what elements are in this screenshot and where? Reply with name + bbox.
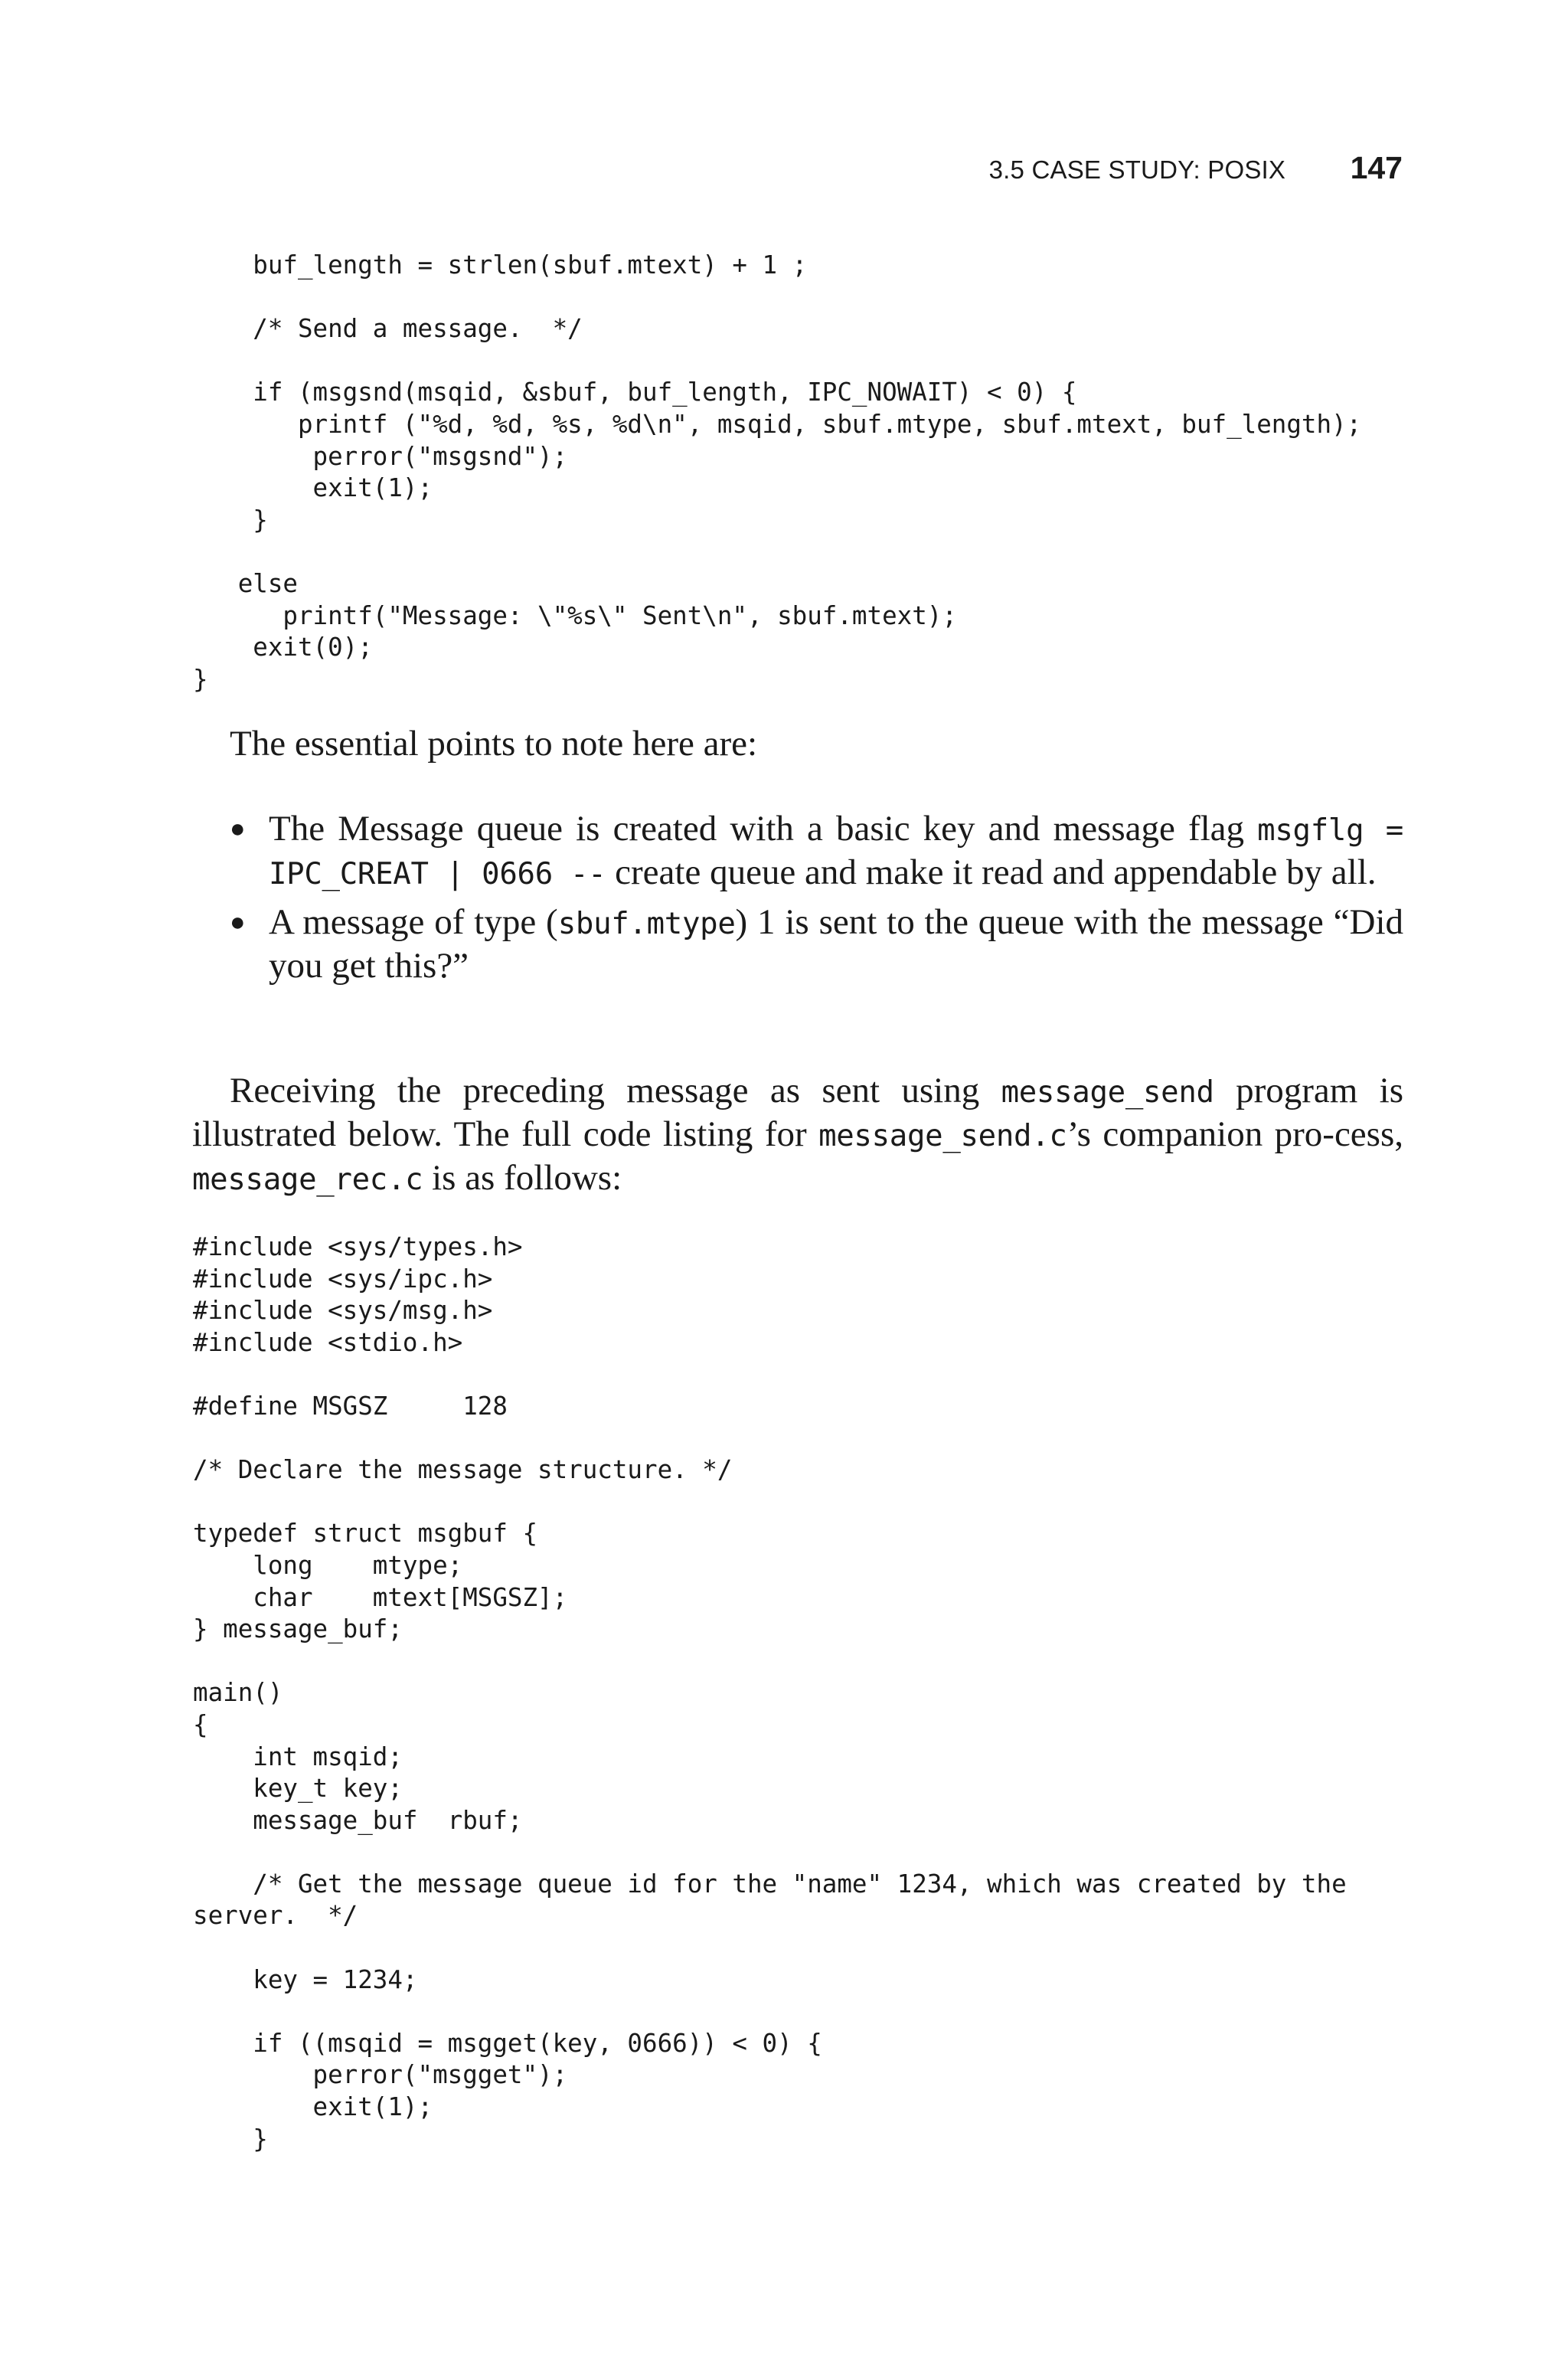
inline-code: message_send	[1001, 1075, 1214, 1110]
code-listing-send-tail: buf_length = strlen(sbuf.mtext) + 1 ; /* Send a message. */ if (msgsnd(msqid, &sbuf, buf_length, IPC_NOWAIT) < 0) { printf ("%d, %d, %s, %d\n", msqid, sbuf.mtype, sbuf.mtext, buf_length); perror("msgsnd"); exit(1); } else printf("Message: \"%s\" Sent\n", sbuf.mtext); exit(0); }	[193, 250, 1362, 694]
page-number: 147	[1350, 150, 1403, 185]
intro-paragraph: The essential points to note here are:	[230, 724, 758, 764]
code-listing-message-rec: #include <sys/types.h> #include <sys/ipc.h> #include <sys/msg.h> #include <stdio.h> #define MSGSZ 128 /* Declare the message structure. */ typedef struct msgbuf { long mtype; char mtext[MSGSZ]; } message_buf; main() { int msqid; key_t key; message_buf rbuf; /* Get the message queue id for the "name" 1234, which was created by the server. */ key = 1234; if ((msqid = msgget(key, 0666)) < 0) { perror("msgget"); exit(1); }	[193, 1232, 1347, 2154]
section-title: 3.5 CASE STUDY: POSIX	[988, 155, 1286, 184]
bullet-icon: ●	[230, 908, 246, 937]
list-item: ● A message of type (sbuf.mtype) 1 is sent to the queue with the message “Did you get this?”	[230, 902, 1403, 986]
inline-code: message_rec.c	[192, 1163, 423, 1197]
inline-code: message_send.c	[818, 1119, 1067, 1153]
receiving-paragraph: Receiving the preceding message as sent using message_send program is illustrated below. The full code listing for message_send.c’s companion pro-cess, message_rec.c is as follows:	[192, 1071, 1403, 1198]
bullet-list	[230, 808, 1403, 987]
list-item: ● The Message queue is created with a basic key and message flag msgflg = IPC_CREAT | 0666 -- create queue and make it read and appendable by all.	[230, 809, 1403, 892]
bullet-icon: ●	[230, 815, 246, 843]
inline-code: msgflg = IPC_CREAT | 0666 --	[269, 813, 1403, 891]
running-header	[0, 150, 1403, 186]
inline-code: sbuf.mtype	[557, 907, 736, 941]
